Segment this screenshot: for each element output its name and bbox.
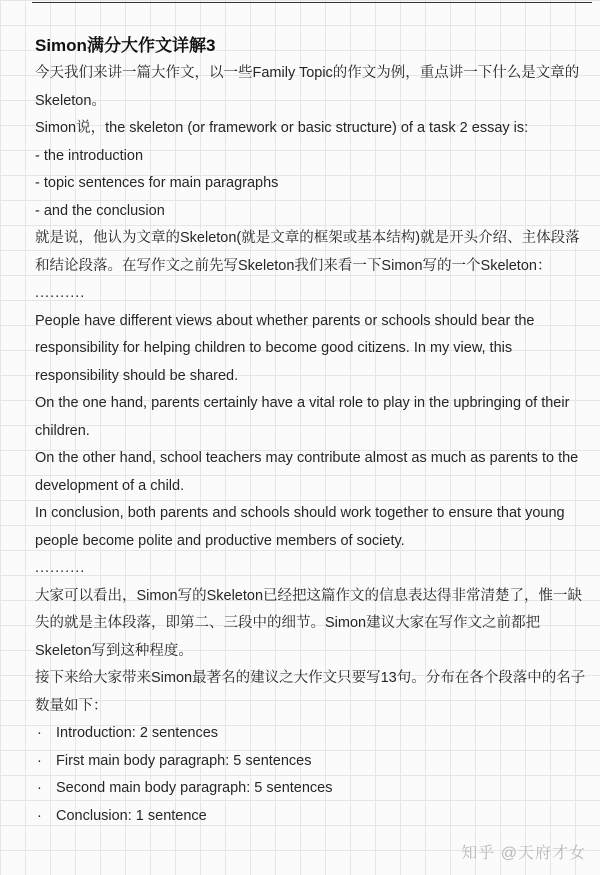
list-item — [35, 803, 591, 831]
zhihu-watermark: 知乎 @天府才女 — [461, 845, 586, 862]
list-item — [35, 720, 591, 748]
thirteen-sentences-paragraph: 接下来给大家带来Simon最著名的建议之大作文只要写13句。分布在各个段落中的名子数量如下： — [35, 670, 586, 714]
essay-introduction: People have different views about whether parents or schools should bear the responsibility for helping children to become good citizens. In my view, this responsibility should be shared. — [35, 312, 535, 384]
sentence-count: Conclusion: 1 sentence — [56, 807, 207, 824]
list-item — [35, 748, 591, 776]
skeleton-list-item: - and the conclusion — [35, 202, 165, 219]
skeleton-list-item: - the introduction — [35, 147, 144, 164]
sentence-count: Introduction: 2 sentences — [56, 725, 219, 741]
ellipsis-divider: .......... — [35, 560, 86, 576]
ellipsis-divider: .......... — [35, 285, 86, 301]
list-item — [35, 775, 591, 803]
sentence-count-list — [35, 720, 591, 830]
article — [35, 32, 591, 830]
intro-paragraph: 今天我们来讲一篇大作文，以一些Family Topic的作文为例，重点讲一下什么是文章的Skeleton。 — [35, 65, 580, 109]
essay-topic-sentence-1: On the one hand, parents certainly have a vital role to play in the upbringing of their children. — [35, 395, 570, 439]
explanation-paragraph: 就是说，他认为文章的Skeleton(就是文章的框架或基本结构)就是开头介绍、主体段落和结论段落。在写作文之前先写Skeleton我们来看一下Simon写的一个Skeleton： — [35, 230, 580, 274]
sentence-count: Second main body paragraph: 5 sentences — [56, 780, 333, 796]
top-divider — [32, 2, 592, 3]
essay-topic-sentence-2: On the other hand, school teachers may contribute almost as much as parents to the development of a child. — [35, 450, 579, 494]
comment-paragraph: 大家可以看出，Simon写的Skeleton已经把这篇作文的信息表达得非常清楚了，惟一缺失的就是主体段落，即第二、三段中的细节。Simon建议大家在写作文之前都把Skeleton写到这种程度。 — [35, 587, 583, 659]
bullet-icon: · — [37, 752, 42, 769]
bullet-icon: · — [37, 725, 42, 741]
bullet-icon: · — [37, 780, 42, 796]
skeleton-list-item: - topic sentences for main paragraphs — [35, 175, 279, 191]
essay-conclusion: In conclusion, both parents and schools should work together to ensure that young people become polite and productive members of society. — [35, 505, 565, 549]
skeleton-definition: Simon说，the skeleton (or framework or basic structure) of a task 2 essay is: — [35, 120, 529, 136]
bullet-icon: · — [37, 807, 42, 824]
sample-skeleton — [35, 308, 591, 556]
article-title: Simon满分大作文详解3 — [35, 36, 216, 55]
sentence-count: First main body paragraph: 5 sentences — [56, 752, 312, 769]
